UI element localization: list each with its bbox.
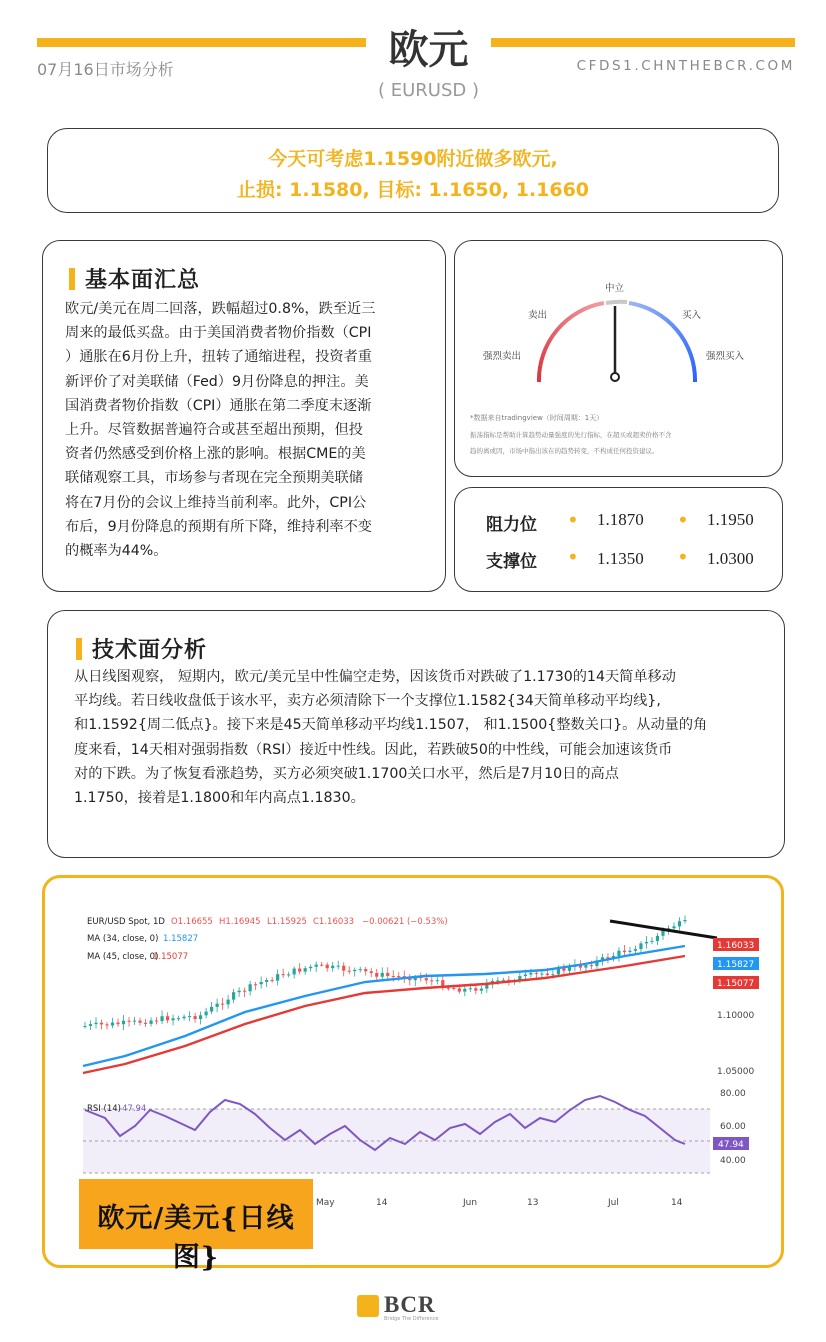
gauge-label-buy: 买入 [682,310,702,321]
gauge-label-neutral: 中立 [605,283,625,294]
candle-body [232,992,235,999]
price-tag-close-text: 1.16033 [717,941,755,951]
rsi-axis-label: 80.00 [720,1089,746,1099]
text-line: 欧元/美元在周二回落，跌幅超过0.8%，跌至近三 [65,301,376,317]
logo-text: BCR [384,1292,436,1317]
text-line: 的概率为44%。 [65,543,168,560]
candle-body [331,966,334,968]
candle-body [177,1018,180,1019]
text-line: 布后，9月份降息的预期有所下降，维持利率不变 [65,518,372,535]
header-bar-right [491,38,795,47]
gauge-label-strong-sell: 强烈卖出 [483,351,522,362]
candle-body [100,1023,103,1025]
candle-body [381,973,384,977]
candle-body [623,951,626,952]
candle-body [94,1023,97,1024]
candle-body [551,974,554,975]
candle-body [672,926,675,928]
candle-body [634,949,637,951]
gauge-arc-neutral [606,302,627,303]
candle-body [111,1023,114,1026]
candle-body [89,1024,92,1026]
candle-body [276,974,279,980]
section-marker [76,638,82,660]
fundamentals-title [69,263,200,294]
rsi-value: 47.94 [122,1104,147,1114]
gauge-card [454,240,783,477]
candle-body [171,1018,174,1020]
candle-body [221,1004,224,1005]
candle-body [584,965,587,967]
resistance-1: 1.1870 [597,510,644,529]
chart-symbol: EUR/USD Spot, 1D [87,917,165,927]
candle-body [320,965,323,966]
x-axis-label: 14 [376,1198,388,1208]
fundamentals-card [42,240,446,592]
x-axis-label: 14 [671,1198,683,1208]
candle-body [353,970,356,971]
candle-body [645,942,648,943]
chart-open: O1.16655 [171,917,213,927]
gauge-disclaimer-1: 振荡指标是帮助计算趋势动量强度的先行指标，在超买或超卖价格不含 [470,431,672,439]
price-axis-label: 1.05000 [717,1067,755,1077]
candle-body [535,973,538,974]
candle-body [425,978,428,980]
levels-card [454,487,783,592]
candle-body [133,1021,136,1022]
candle-body [359,969,362,970]
text-line: 和1.1592{周二低点}。接下来是45天简单移动平均线1.1507， 和1.1500{整数关口}。从动量的角 [74,717,708,734]
candle-body [590,965,593,966]
candle-body [452,988,455,989]
gauge-label-sell: 卖出 [528,310,548,321]
technical-title [76,633,207,664]
text-line: 度来看，14天相对强弱指数（RSI）接近中性线。因此，若跌破50的中性线，可能会加速该货币 [74,741,673,758]
text-line: 新评价了对美联储（Fed）9月份降息的押注。美 [65,373,369,390]
candle-body [254,984,257,985]
recommendation-line-2: 止损: 1.1580, 目标: 1.1650, 1.1660 [236,179,590,201]
ma45-label: MA (45, close, 0) [87,952,159,962]
gauge-pivot [611,373,619,381]
candle-body [683,920,686,921]
text-line: 联储观察工具，市场参与者现在完全预期美联储 [65,470,363,487]
candle-body [315,965,318,967]
candle-body [326,965,329,969]
footer-logo [357,1292,452,1322]
candle-body [364,969,367,971]
logo-tagline: Bridge The Difference [384,1316,439,1322]
candle-body [502,980,505,981]
candle-body [458,988,461,991]
candle-body [617,951,620,956]
text-line: 将在7月份的会议上维持当前利率。此外，CPI公 [65,494,367,511]
rsi-tag-text: 47.94 [718,1140,744,1150]
candle-body [650,941,653,942]
ma34-value: 1.15827 [163,934,199,944]
candle-body [138,1021,141,1023]
text-line: 资者仍然感受到价格上涨的影响。根据CME的美 [65,446,366,463]
support-2: 1.0300 [707,549,754,568]
candle-body [182,1017,185,1019]
chart-frame [42,875,784,1273]
candle-body [546,974,549,975]
candle-body [193,1016,196,1019]
candle-body [210,1007,213,1012]
candle-body [83,1026,86,1027]
candle-body [309,967,312,968]
resistance-label: 阻力位 [486,515,537,535]
candle-body [370,971,373,973]
gauge-source-note: *数据来自tradingview（时间周期：1天） [470,414,604,422]
page-title: 欧元 [388,27,469,73]
gauge-label-strong-buy: 强烈买入 [706,351,745,362]
text-line: 1.1750，接着是1.1800和年内高点1.1830。 [74,790,365,807]
candle-body [430,980,433,981]
text-line: 上升。尽管数据普遍符合或甚至超出预期，但投 [65,422,363,439]
candle-body [188,1016,191,1017]
chart-high: H1.16945 [219,917,261,927]
candle-body [199,1015,202,1019]
page-subtitle: ( EURUSD ) [377,80,479,101]
bullet-dot: • [567,545,579,569]
candle-body [260,982,263,984]
candle-body [265,980,268,982]
candle-body [386,973,389,976]
site-url: CFDS1.CHNTHEBCR.COM [576,58,795,74]
fundamentals-title-text: 基本面汇总 [85,268,201,293]
candle-body [474,988,477,990]
bullet-dot: • [677,545,689,569]
candle-body [105,1024,108,1025]
candle-body [149,1021,152,1024]
candle-body [304,968,307,971]
candle-body [463,989,466,992]
text-line: 平均线。若日线收盘低于该水平，卖方必须清除下一个支撑位1.1582{34天简单移动平均线}, [74,693,661,710]
candle-body [342,966,345,971]
candle-body [271,980,274,981]
candle-body [392,976,395,977]
bullet-dot: • [677,508,689,532]
price-tag-ma45-text: 1.15077 [717,979,755,989]
candle-body [287,974,290,975]
candle-body [496,980,499,981]
header-bar-left [37,38,366,47]
candle-body [122,1021,125,1024]
candle-body [656,936,659,941]
text-line: 国消费者物价指数（CPI）通胀在第二季度末逐渐 [65,397,372,414]
chart-caption [79,1179,313,1273]
candle-body [540,974,543,975]
candle-body [243,991,246,992]
gauge-disclaimer-2: 趋的离或因，市场中指出该在的趋势转变，不构成任何投资建议。 [470,447,659,455]
support-1: 1.1350 [597,549,644,568]
text-line: 周来的最低买盘。由于美国消费者物价指数（CPI [65,325,372,342]
ma45-line [83,956,685,1073]
ma34-line [83,946,685,1066]
candle-body [628,951,631,952]
technical-card [47,610,785,858]
candle-body [144,1023,147,1024]
candle-body [127,1021,130,1022]
x-axis-label: 13 [527,1198,539,1208]
recommendation-line-1: 今天可考虑1.1590附近做多欧元, [268,148,558,170]
section-marker [69,268,75,290]
candle-body [480,989,483,991]
candle-body [227,1000,230,1005]
price-tag-ma34-text: 1.15827 [717,960,755,970]
candle-body [238,991,241,992]
x-axis-label: Jul [608,1198,619,1208]
candle-body [678,921,681,926]
chart-change: −0.00621 (−0.53%) [362,917,448,927]
support-label: 支撑位 [486,552,537,572]
chart-low: L1.15925 [267,917,307,927]
candle-body [375,973,378,977]
text-line: 从日线图观察， 短期内，欧元/美元呈中性偏空走势，因该货币对跌破了1.1730的14天简单移动 [74,669,676,685]
candle-body [205,1012,208,1016]
chart-close: C1.16033 [313,917,355,927]
candle-body [408,979,411,981]
candle-body [469,988,472,989]
candle-body [397,976,400,977]
candlestick-series [83,916,686,1031]
candle-body [524,974,527,976]
logo-mark-icon [357,1295,379,1317]
ma45-value: 1.15077 [153,952,189,962]
ma34-label: MA (34, close, 0) [87,934,159,944]
candle-body [249,984,252,991]
candle-body [155,1021,158,1022]
rsi-axis-label: 60.00 [720,1122,746,1132]
candle-body [485,985,488,989]
candle-body [337,966,340,967]
candle-body [298,969,301,972]
candle-body [166,1016,169,1020]
candle-body [282,974,285,975]
x-axis-label: May [316,1198,335,1208]
fundamentals-body [65,297,375,563]
chart-caption-text: 欧元/美元{日线图} [97,1203,295,1273]
price-axis-label: 1.10000 [717,1011,755,1021]
gauge-arc-sell [539,303,604,382]
candle-body [447,988,450,989]
candle-body [436,980,439,981]
bullet-dot: • [567,508,579,532]
technical-body [74,665,707,810]
candle-body [348,971,351,972]
candle-body [639,943,642,949]
candle-body [216,1004,219,1007]
technical-title-text: 技术面分析 [92,638,208,663]
x-axis-label: Jun [463,1198,478,1208]
text-line: ）通胀在6月份上升，扭转了通缩进程，投资者重 [65,349,372,366]
candle-body [529,973,532,975]
date-label: 07月16日市场分析 [37,60,174,79]
candle-body [293,969,296,975]
rsi-axis-label: 40.00 [720,1156,746,1166]
rsi-label: RSI (14) [87,1104,121,1114]
text-line: 对的下跌。为了恢复看涨趋势，买方必须突破1.1700关口水平，然后是7月10日的高点 [74,765,619,782]
sentiment-gauge [455,241,784,478]
candle-body [116,1023,119,1025]
recommendation-card [47,128,779,213]
resistance-2: 1.1950 [707,510,754,529]
candle-body [160,1016,163,1021]
